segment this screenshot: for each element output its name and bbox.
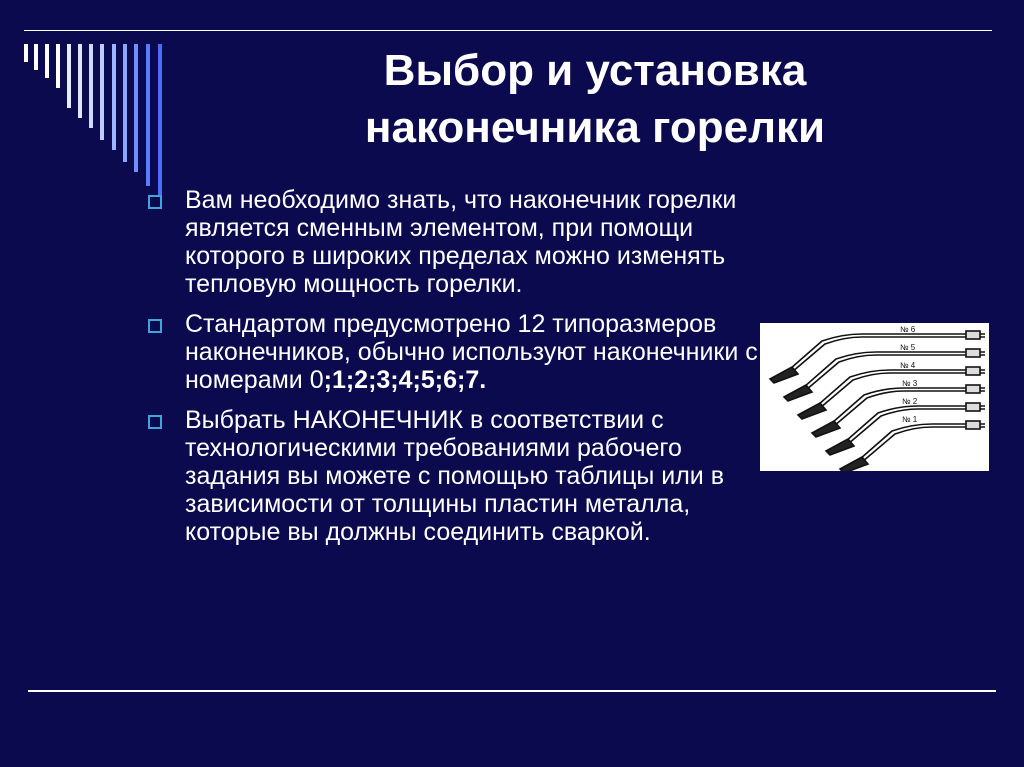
slide-title: [270, 42, 920, 156]
stripe-bar: [67, 44, 71, 108]
stripe-bar: [45, 44, 49, 78]
title-line-1: Выбор и установка: [383, 46, 807, 95]
stripe-bar: [78, 44, 82, 118]
bullet-list: [145, 186, 770, 558]
square-bullet-icon: [148, 195, 162, 209]
decorative-stripes: [0, 0, 180, 200]
bullet-text-1: Вам необходимо знать, что наконечник горелки является сменным элементом, при помощи которого в широких пределах можно изменять тепловую мощность горелки.: [185, 186, 737, 298]
stripe-bar: [158, 44, 162, 196]
stripe-bar: [123, 44, 127, 162]
tip-number-label: № 5: [900, 343, 916, 352]
stripe-bar: [112, 44, 116, 150]
tip-number-label: № 3: [902, 379, 918, 388]
bullet-item-2: [145, 310, 770, 394]
stripe-bar: [56, 44, 60, 88]
stripe-bar: [89, 44, 93, 128]
title-line-2: наконечника горелки: [364, 103, 826, 152]
torch-tips-illustration: [760, 323, 989, 471]
bullet-item-3: [145, 406, 770, 546]
stripe-bar: [24, 44, 28, 62]
bullet-item-1: [145, 186, 770, 298]
tip-number-label: № 2: [902, 397, 918, 406]
tip-numbers: ;1;2;3;4;5;6;7.: [323, 366, 487, 394]
tip-number-label: № 6: [900, 325, 916, 334]
tip-number-label: № 4: [900, 361, 916, 370]
stripe-bar: [134, 44, 138, 172]
stripe-bar: [34, 44, 38, 70]
bottom-divider: [28, 690, 996, 692]
square-bullet-icon: [148, 319, 162, 333]
stripe-bar: [146, 44, 150, 186]
stripe-bar: [100, 44, 104, 140]
bullet-text-2: Стандартом предусмотрено 12 типоразмеров наконечников, обычно используют наконечники с номерами 0: [185, 310, 758, 394]
bullet-text-3: Выбрать НАКОНЕЧНИК в соответствии с технологическими требованиями рабочего задания вы можете с помощью таблицы или в зависимости от толщины пластин металла, которые вы должны соединить сваркой.: [185, 406, 725, 546]
tip-number-label: № 1: [902, 415, 918, 424]
square-bullet-icon: [148, 415, 162, 429]
